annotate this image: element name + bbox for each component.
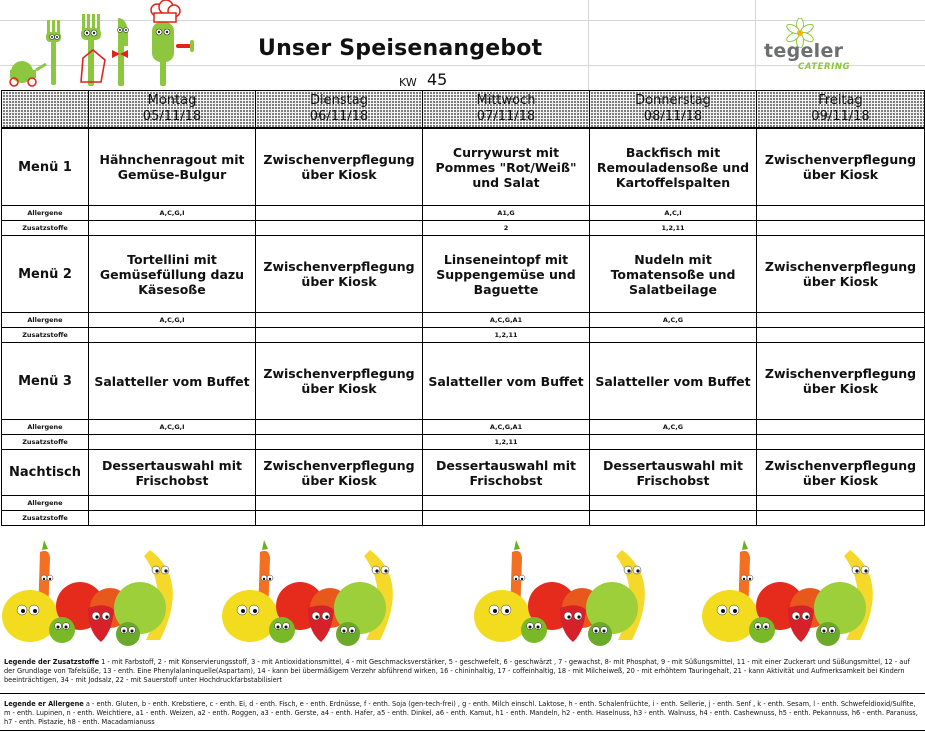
dish-cell: Backfisch mit Remouladensoße und Kartoffelspalten [590, 128, 757, 206]
dish-cell: Zwischenverpflegung über Kiosk [757, 236, 925, 313]
allergene-cell [256, 496, 423, 511]
dish-cell: Salatteller vom Buffet [89, 343, 256, 420]
cutlery-mascot-logo [0, 0, 215, 90]
allergene-cell [256, 206, 423, 221]
day-name: Freitag [818, 93, 863, 108]
allergene-cell: A,C,I [590, 206, 757, 221]
day-date: 09/11/18 [811, 109, 870, 124]
page-title: Unser Speisenangebot [258, 36, 543, 61]
allergene-cell [757, 420, 925, 435]
zusatzstoffe-row [2, 511, 925, 526]
zusatzstoffe-cell [423, 511, 590, 526]
allergene-cell [757, 496, 925, 511]
allergene-label: Allergene [2, 420, 89, 435]
zusatzstoffe-row [2, 221, 925, 236]
allergene-cell: A,C,G [590, 313, 757, 328]
dish-cell: Zwischenverpflegung über Kiosk [256, 450, 423, 496]
bottom-border [0, 730, 925, 731]
zusatzstoffe-cell [256, 435, 423, 450]
zusatzstoffe-cell [89, 511, 256, 526]
dish-cell: Salatteller vom Buffet [590, 343, 757, 420]
day-name: Donnerstag [635, 93, 711, 108]
allergene-row [2, 420, 925, 435]
allergene-label: Allergene [2, 496, 89, 511]
legend-allergene-text: a - enth. Gluten, b - enth. Krebstiere, c - enth. Ei, d - enth. Fisch, e - enth. Erdnüsse, f - enth. Soja (gen-tech-frei) , g - enth. Milch einschl. Laktose, h - enth. Schalenfrüchte, i - enth. Sellerie, j - enth. Senf , k - enth. Sesam, l - enth. Schwefeldioxid/Sulfite, m - enth. Lupinen, n - enth. Weichtiere, a1 - enth. Weizen, a2 - enth. Roggen, a3 - enth. Gerste, a4 - enth. Hafer, a5 - enth. Dinkel, a6 - enth. Kamut, h1 - enth. Mandeln, h2 - enth. Haselnuss, h3 - enth. Walnuss, h4 - enth. Cashewnuss, h5 - enth. Pekannuss, h6 - enth. Paranuss, h7 - enth. Pistazie, h8 - enth. Macadamianuss [4, 700, 918, 726]
allergene-cell [256, 420, 423, 435]
zusatzstoffe-cell [757, 511, 925, 526]
allergene-cell: A1,G [423, 206, 590, 221]
dish-cell: Zwischenverpflegung über Kiosk [256, 128, 423, 206]
allergene-cell: A,C,G,I [89, 313, 256, 328]
zusatzstoffe-row [2, 435, 925, 450]
allergene-cell [757, 313, 925, 328]
dish-cell: Zwischenverpflegung über Kiosk [256, 236, 423, 313]
grid-line [588, 0, 589, 90]
day-header-cell [757, 91, 925, 129]
dish-cell: Zwischenverpflegung über Kiosk [256, 343, 423, 420]
day-name: Dienstag [310, 93, 368, 108]
zusatzstoffe-label: Zusatzstoffe [2, 435, 89, 450]
zusatzstoffe-cell [757, 221, 925, 236]
dish-cell: Dessertauswahl mit Frischobst [590, 450, 757, 496]
allergene-row [2, 313, 925, 328]
calendar-week-label: KW [399, 76, 417, 89]
zusatzstoffe-cell [757, 435, 925, 450]
dish-cell: Linseneintopf mit Suppengemüse und Baguette [423, 236, 590, 313]
menu-table [1, 90, 925, 526]
day-date: 05/11/18 [142, 109, 202, 124]
brand-name: tegeler [764, 40, 844, 62]
dish-cell: Currywurst mit Pommes "Rot/Weiß" und Salat [423, 128, 590, 206]
legend-divider [0, 693, 925, 694]
dish-cell: Salatteller vom Buffet [423, 343, 590, 420]
legend-allergene [4, 700, 919, 727]
allergene-cell: A,C,G,I [89, 420, 256, 435]
allergene-label: Allergene [2, 206, 89, 221]
dish-cell: Tortellini mit Gemüsefüllung dazu Käsesoße [89, 236, 256, 313]
dish-cell: Dessertauswahl mit Frischobst [423, 450, 590, 496]
zusatzstoffe-label: Zusatzstoffe [2, 328, 89, 343]
allergene-cell [590, 496, 757, 511]
dish-cell: Zwischenverpflegung über Kiosk [757, 450, 925, 496]
day-date: 07/11/18 [476, 109, 536, 124]
day-header-cell [590, 91, 757, 129]
tegeler-catering-logo [760, 18, 860, 74]
day-header-cell [423, 91, 590, 129]
calendar-week-value: 45 [427, 70, 448, 89]
zusatzstoffe-cell [590, 511, 757, 526]
zusatzstoffe-cell [256, 221, 423, 236]
menu-label: Menü 2 [2, 236, 89, 313]
menu-dish-row [2, 128, 925, 206]
day-name: Mittwoch [476, 93, 536, 108]
day-date: 08/11/18 [643, 109, 703, 124]
allergene-cell [423, 496, 590, 511]
zusatzstoffe-cell [89, 435, 256, 450]
zusatzstoffe-cell [590, 435, 757, 450]
zusatzstoffe-cell [757, 328, 925, 343]
allergene-cell [89, 496, 256, 511]
day-header-cell [89, 91, 256, 129]
dish-cell: Nudeln mit Tomatensoße und Salatbeilage [590, 236, 757, 313]
zusatzstoffe-cell: 1,2,11 [423, 435, 590, 450]
menu-dish-row [2, 343, 925, 420]
zusatzstoffe-cell [89, 221, 256, 236]
legend-zusatzstoffe-title: Legende der Zusatzstoffe [4, 658, 100, 666]
zusatzstoffe-cell [89, 328, 256, 343]
legend-allergene-title: Legende er Allergene [4, 700, 84, 708]
legend-zusatzstoffe [4, 658, 919, 685]
dish-cell: Hähnchenragout mit Gemüse-Bulgur [89, 128, 256, 206]
grid-line [755, 0, 756, 90]
menu-dish-row [2, 236, 925, 313]
zusatzstoffe-cell [590, 328, 757, 343]
menu-label: Nachtisch [2, 450, 89, 496]
zusatzstoffe-label: Zusatzstoffe [2, 221, 89, 236]
allergene-cell: A,C,G,I [89, 206, 256, 221]
allergene-row [2, 206, 925, 221]
day-date: 06/11/18 [309, 109, 369, 124]
zusatzstoffe-cell: 2 [423, 221, 590, 236]
day-name: Montag [147, 93, 197, 108]
menu-label: Menü 3 [2, 343, 89, 420]
zusatzstoffe-cell: 1,2,11 [590, 221, 757, 236]
brand-subtitle: CATERING [798, 62, 851, 72]
menu-dish-row [2, 450, 925, 496]
menu-label: Menü 1 [2, 128, 89, 206]
allergene-cell: A,C,G [590, 420, 757, 435]
day-header-cell [256, 91, 423, 129]
corner-cell [2, 91, 89, 129]
zusatzstoffe-label: Zusatzstoffe [2, 511, 89, 526]
dish-cell: Dessertauswahl mit Frischobst [89, 450, 256, 496]
zusatzstoffe-cell [256, 511, 423, 526]
dish-cell: Zwischenverpflegung über Kiosk [757, 343, 925, 420]
allergene-row [2, 496, 925, 511]
dish-cell: Zwischenverpflegung über Kiosk [757, 128, 925, 206]
allergene-cell [256, 313, 423, 328]
legend-zusatzstoffe-text: 1 - mit Farbstoff, 2 - mit Konservierungsstoff, 3 - mit Antioxidationsmittel, 4 - mit Geschmacksverstärker, 5 - geschwefelt, 6 - geschwärzt , 7 - gewachst, 8- mit Phosphat, 9 - mit Süßungsmittel, 11 - mit einer Zuckerart und Süßungsmittel, 12 - auf der Grundlage von Tafelsüße, 13 - enth. Eine Phenylalaninquelle(Aspartam), 14 - kann bei übermäßigem Verzehr abführend wirken, 16 - chininhaltig, 17 - coffeinhaltig, 18 - mit Milcheiweß, 20 - mit erhöhtem Tauringehalt, 21 - kann Aktivität und Aufmerksamkeit bei Kindern beeinträchtigen, 34 - mit Jodsalz, 22 - mit Sauerstoff unter Hochdruckfarbstabilisiert [4, 658, 910, 684]
zusatzstoffe-row [2, 328, 925, 343]
allergene-cell: A,C,G,A1 [423, 420, 590, 435]
zusatzstoffe-cell [256, 328, 423, 343]
allergene-cell: A,C,G,A1 [423, 313, 590, 328]
allergene-label: Allergene [2, 313, 89, 328]
fruit-decoration-band [0, 538, 925, 650]
allergene-cell [757, 206, 925, 221]
zusatzstoffe-cell: 1,2,11 [423, 328, 590, 343]
day-header-row [2, 91, 925, 129]
